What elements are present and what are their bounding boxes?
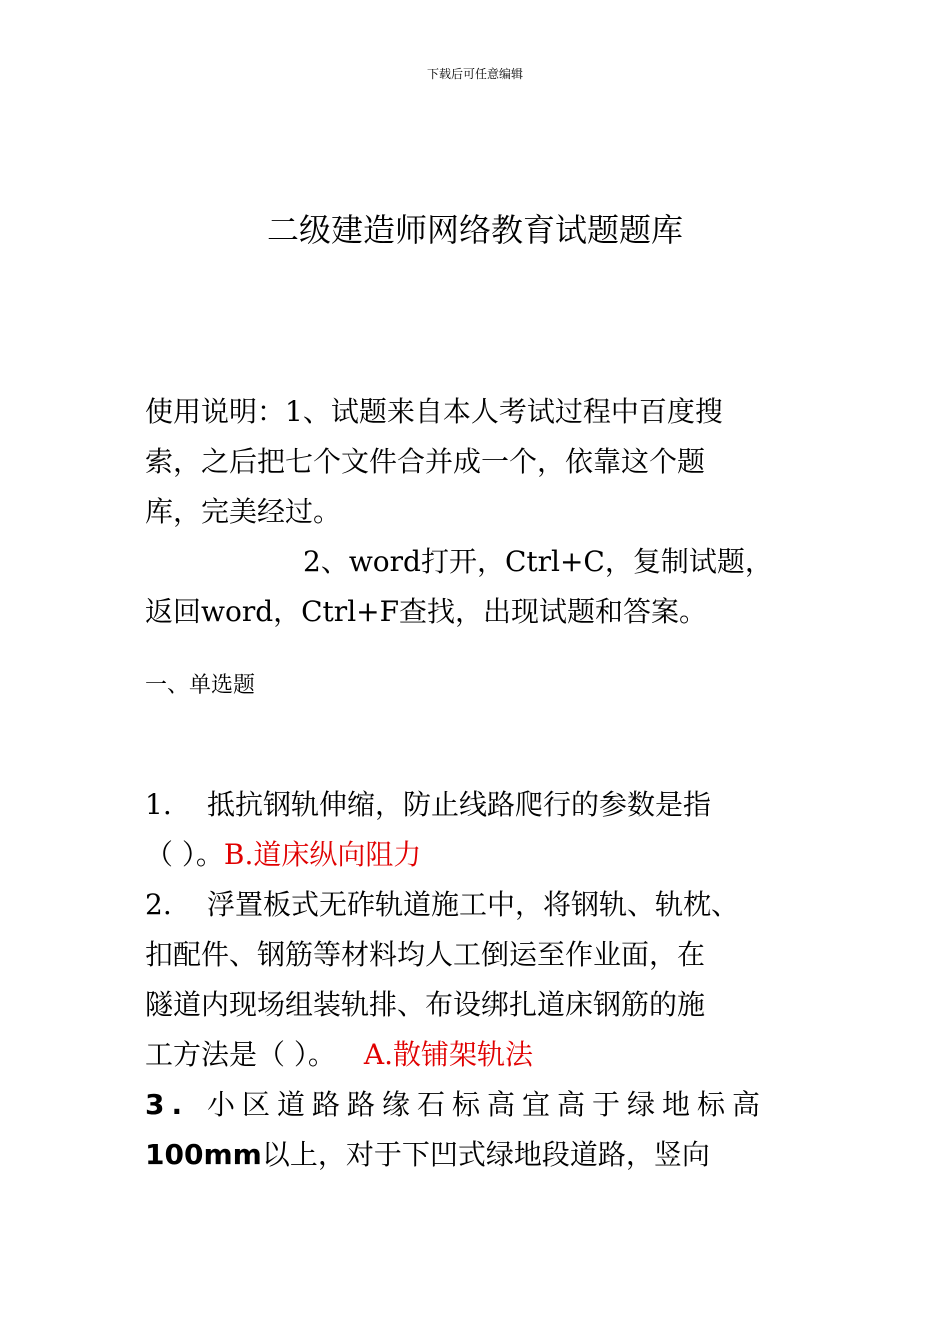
usage-line: 返回word，Ctrl+F查找，出现试题和答案。 xyxy=(145,595,708,628)
question-text: 工方法是（ ）。 xyxy=(145,1038,336,1071)
usage-instructions-2 xyxy=(145,537,815,637)
answer-text: B.道床纵向阻力 xyxy=(223,838,422,871)
usage-line: 索，之后把七个文件合并成一个，依靠这个题 xyxy=(145,445,706,478)
header-note: 下载后可任意编辑 xyxy=(426,67,523,81)
question-text: 小区道路路缘石标高宜高于绿地标高 xyxy=(207,1088,768,1121)
question-number: 1. xyxy=(145,788,172,821)
document-title: 二级建造师网络教育试题题库 xyxy=(266,211,683,249)
question-value: 100mm xyxy=(145,1138,262,1171)
question-number: 3. xyxy=(145,1088,190,1121)
question-2-line: 隧道内现场组装轨排、布设绑扎道床钢筋的施 xyxy=(145,988,706,1021)
question-text: 抵抗钢轨伸缩，防止线路爬行的参数是指 xyxy=(207,788,712,821)
usage-line: 库，完美经过。 xyxy=(145,495,342,528)
question-2-line xyxy=(145,880,835,930)
question-1-line xyxy=(145,830,835,880)
usage-line: 使用说明：1、试题来自本人考试过程中百度搜 xyxy=(145,395,723,428)
question-3-line xyxy=(145,1080,835,1130)
question-text: （ ）。 xyxy=(145,838,224,871)
question-number: 2. xyxy=(145,888,172,921)
question-2-line xyxy=(145,1030,835,1080)
question-text: 浮置板式无砟轨道施工中，将钢轨、轨枕、 xyxy=(207,888,740,921)
question-1-line xyxy=(145,780,835,830)
answer-text: A.散铺架轨法 xyxy=(363,1038,534,1071)
usage-instructions xyxy=(145,387,815,537)
question-2-line: 扣配件、钢筋等材料均人工倒运至作业面，在 xyxy=(145,938,706,971)
question-list xyxy=(145,780,835,1180)
section-heading: 一、单选题 xyxy=(145,673,256,698)
question-text: 以上，对于下凹式绿地段道路，竖向 xyxy=(261,1138,710,1171)
usage-line: 2、word打开，Ctrl+C，复制试题， xyxy=(303,545,773,578)
question-3-line xyxy=(145,1130,835,1180)
